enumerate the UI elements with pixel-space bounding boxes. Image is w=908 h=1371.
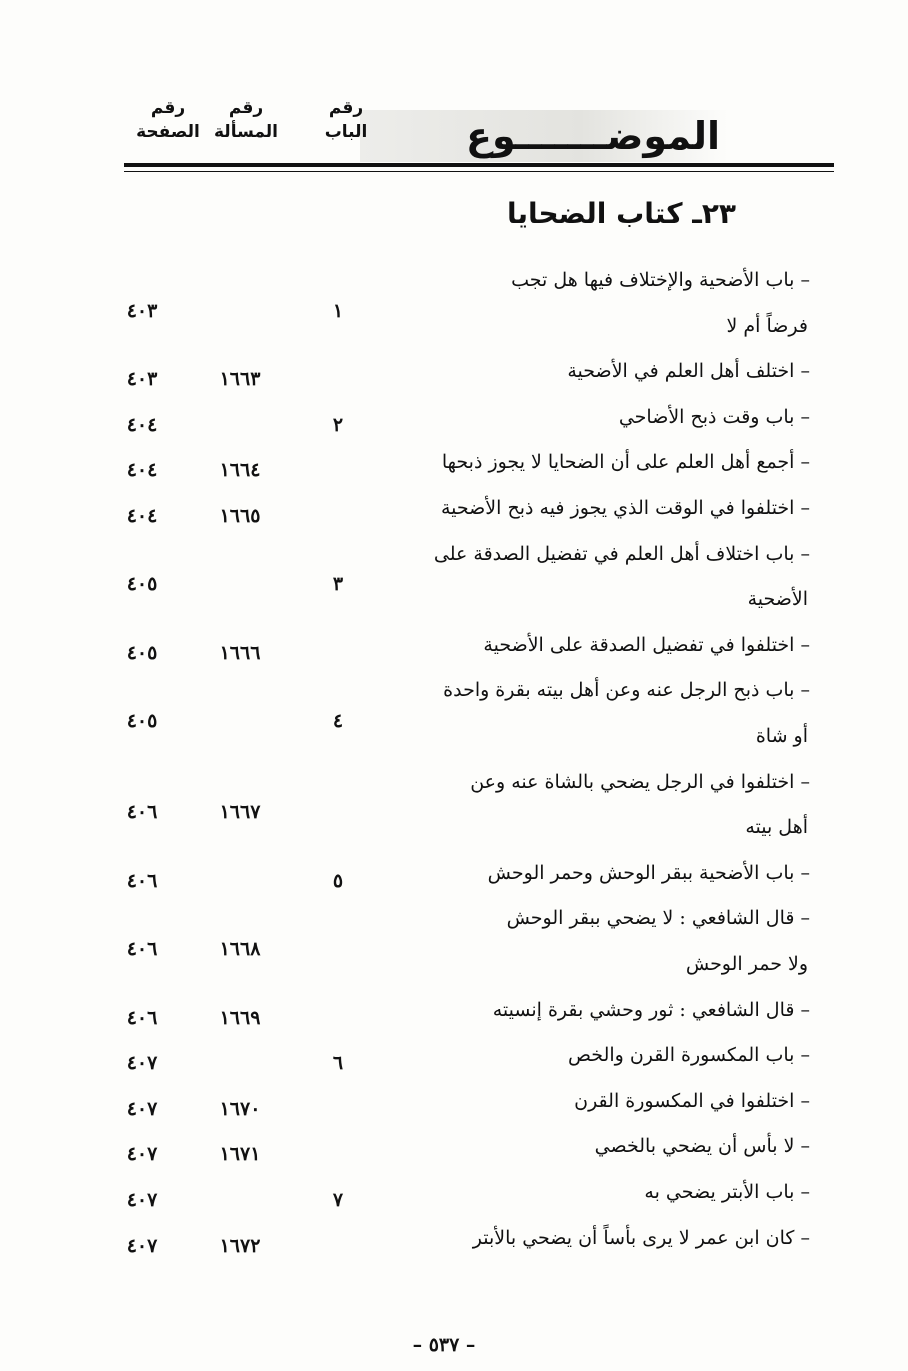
toc-entry-2-masala-number: ١٦٦٣ [219, 368, 261, 390]
toc-entry-14-page-number: ٤٠٧ [126, 1098, 158, 1120]
toc-entry-9-line-1: – اختلفوا في الرجل يضحي بالشاة عنه وعن [470, 771, 810, 793]
toc-entry-11-line-1: – قال الشافعي : لا يضحي ببقر الوحش [506, 907, 810, 929]
toc-entry-6-line-2: الأضحية [747, 588, 808, 610]
toc-entry-10-line-1: – باب الأضحية ببقر الوحش وحمر الوحش [487, 862, 810, 884]
toc-entry-14-line-1: – اختلفوا في المكسورة القرن [574, 1090, 810, 1112]
toc-entry-3-bab-number: ٢ [332, 414, 344, 436]
toc-entry-17-masala-number: ١٦٧٢ [219, 1235, 261, 1257]
toc-entry-9-line-2: أهل بيته [745, 816, 808, 838]
header-col-masala-line1: رقم [228, 98, 264, 118]
toc-entry-1-bab-number: ١ [332, 300, 344, 322]
toc-entry-5-line-1: – اختلفوا في الوقت الذي يجوز فيه ذبح الأضحية [440, 497, 810, 519]
toc-entry-13-page-number: ٤٠٧ [126, 1052, 158, 1074]
header-rule-thin [124, 171, 834, 172]
header-col-masala [206, 96, 286, 144]
section-title: ٢٣ـ كتاب الضحايا [506, 197, 736, 230]
toc-entry-7-masala-number: ١٦٦٦ [219, 642, 261, 664]
toc-entry-2-line-1: – اختلف أهل العلم في الأضحية [567, 360, 810, 382]
header-col-bab-line2: الباب [324, 122, 368, 142]
header-rule-thick [124, 163, 834, 167]
toc-entry-15-masala-number: ١٦٧١ [219, 1143, 261, 1165]
toc-entry-7-page-number: ٤٠٥ [126, 642, 158, 664]
toc-entry-13-bab-number: ٦ [332, 1052, 344, 1074]
toc-entry-1-line-1: – باب الأضحية والإختلاف فيها هل تجب [511, 269, 810, 291]
toc-entry-8-bab-number: ٤ [332, 710, 344, 732]
toc-entry-16-page-number: ٤٠٧ [126, 1189, 158, 1211]
toc-entry-8-line-1: – باب ذبح الرجل عنه وعن أهل بيته بقرة واحدة [443, 679, 810, 701]
toc-entry-12-masala-number: ١٦٦٩ [219, 1007, 261, 1029]
toc-entry-12-line-1: – قال الشافعي : ثور وحشي بقرة إنسيته [492, 999, 810, 1021]
toc-entry-15-line-1: – لا بأس أن يضحي بالخصي [594, 1135, 810, 1157]
toc-entry-11-line-2: ولا حمر الوحش [685, 953, 808, 975]
toc-entry-1-page-number: ٤٠٣ [126, 300, 158, 322]
toc-entry-2-page-number: ٤٠٣ [126, 368, 158, 390]
toc-entry-7-line-1: – اختلفوا في تفضيل الصدقة على الأضحية [483, 634, 810, 656]
toc-entry-16-bab-number: ٧ [332, 1189, 344, 1211]
toc-entry-11-masala-number: ١٦٦٨ [219, 938, 261, 960]
toc-entry-6-line-1: – باب اختلاف أهل العلم في تفضيل الصدقة على [433, 543, 810, 565]
toc-entry-10-bab-number: ٥ [332, 870, 344, 892]
header-col-page [128, 96, 208, 144]
toc-entry-15-page-number: ٤٠٧ [126, 1143, 158, 1165]
toc-entry-16-line-1: – باب الأبتر يضحي به [644, 1181, 810, 1203]
header-col-masala-line2: المسألة [214, 122, 278, 142]
toc-entry-4-line-1: – أجمع أهل العلم على أن الضحايا لا يجوز ذبحها [441, 451, 810, 473]
toc-entry-13-line-1: – باب المكسورة القرن والخص [568, 1044, 810, 1066]
header-col-bab [306, 96, 386, 144]
toc-entry-6-page-number: ٤٠٥ [126, 573, 158, 595]
header-title: الموضـــــــوع [360, 110, 728, 162]
toc-entry-9-page-number: ٤٠٦ [126, 801, 158, 823]
toc-entry-5-masala-number: ١٦٦٥ [219, 505, 261, 527]
toc-entry-17-page-number: ٤٠٧ [126, 1235, 158, 1257]
toc-entry-12-page-number: ٤٠٦ [126, 1007, 158, 1029]
toc-entry-1-line-2: فرضاً أم لا [726, 315, 808, 337]
header-col-page-line1: رقم [150, 98, 186, 118]
toc-entry-5-page-number: ٤٠٤ [126, 505, 158, 527]
toc-entry-9-masala-number: ١٦٦٧ [219, 801, 261, 823]
header-col-bab-line1: رقم [328, 98, 364, 118]
toc-entry-4-page-number: ٤٠٤ [126, 459, 158, 481]
toc-entry-8-page-number: ٤٠٥ [126, 710, 158, 732]
toc-entry-8-line-2: أو شاة [755, 725, 808, 747]
toc-entry-10-page-number: ٤٠٦ [126, 870, 158, 892]
header-col-page-line2: الصفحة [136, 122, 200, 142]
toc-entry-4-masala-number: ١٦٦٤ [219, 459, 261, 481]
toc-entry-3-page-number: ٤٠٤ [126, 414, 158, 436]
toc-entry-14-masala-number: ١٦٧٠ [219, 1098, 261, 1120]
page-number: – ٥٣٧ – [412, 1334, 476, 1356]
toc-entry-17-line-1: – كان ابن عمر لا يرى بأساً أن يضحي بالأبتر [472, 1227, 810, 1249]
toc-entry-11-page-number: ٤٠٦ [126, 938, 158, 960]
toc-entry-3-line-1: – باب وقت ذبح الأضاحي [618, 406, 810, 428]
toc-entry-6-bab-number: ٣ [332, 573, 344, 595]
